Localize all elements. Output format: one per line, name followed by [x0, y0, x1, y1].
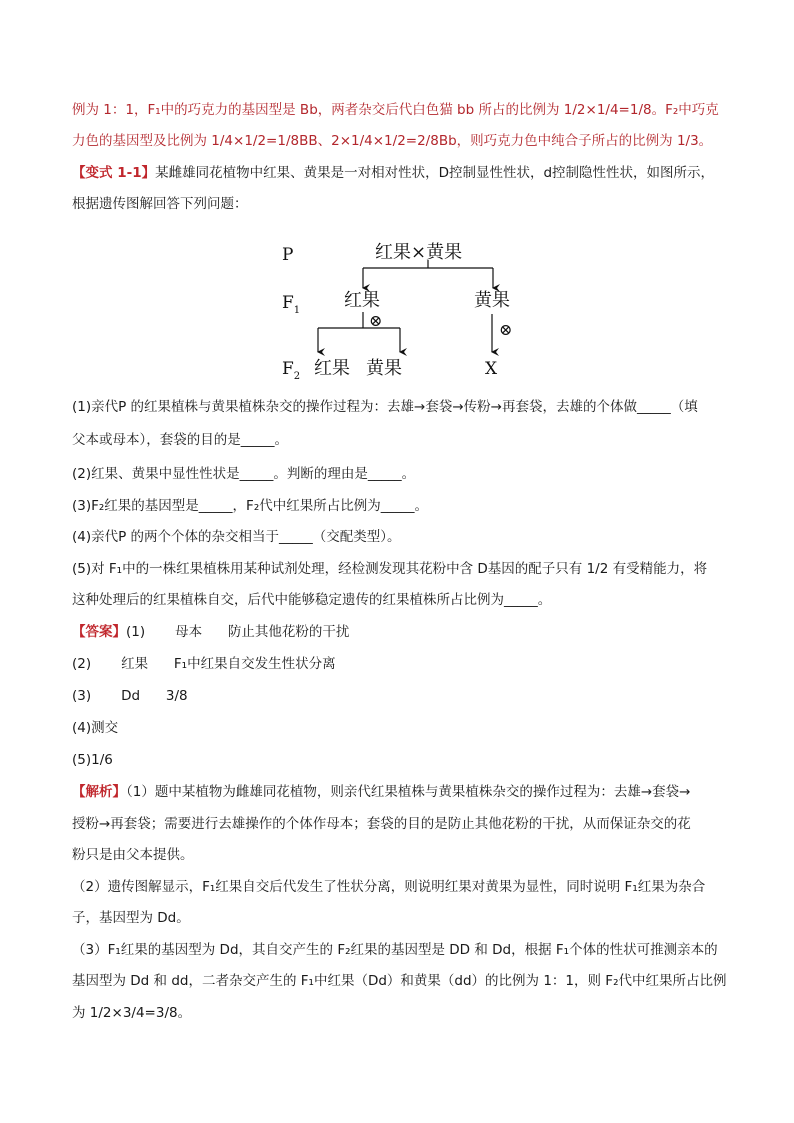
genetic-cross-diagram — [270, 232, 530, 382]
self-symbol-left: ⊗ — [369, 311, 383, 330]
variant-line-1 — [72, 163, 714, 183]
analysis-line-1 — [72, 782, 690, 802]
answer-line-1 — [72, 622, 349, 642]
q1-line-2: 父本或母本），套袋的目的是_____。 — [72, 432, 288, 448]
f1-red: 红果 — [344, 290, 380, 311]
x-label: X — [485, 359, 498, 379]
analysis-p3-line-2: 基因型为 Dd 和 dd，二者杂交产生的 F₁中红果（Dd）和黄果（dd）的比例为 1：1，则 F₂代中红果所占比例 — [72, 973, 727, 989]
answer-tag: 【答案】 — [72, 624, 126, 640]
answer-1: (1) 母本 防止其他花粉的干扰 — [126, 624, 350, 640]
variant-text: 某雌雄同花植物中红果、黄果是一对相对性状，D控制显性性状，d控制隐性性状，如图所示， — [155, 165, 715, 181]
intro-line-1: 例为 1：1，F₁中的巧克力的基因型是 Bb，两者杂交后代白色猫 bb 所占的比例为 1/2×1/4=1/8。F₂中巧克 — [72, 102, 719, 118]
q5-line-1: (5)对 F₁中的一株红果植株用某种试剂处理，经检测发现其花粉中含 D基因的配子只有 1/2 有受精能力，将 — [72, 561, 708, 577]
self-symbol-right: ⊗ — [499, 320, 513, 339]
analysis-p3-line-1: （3）F₁红果的基因型为 Dd，其自交产生的 F₂红果的基因型是 DD 和 Dd，根据 F₁个体的性状可推测亲本的 — [72, 942, 718, 958]
f1-label: $F_1$ — [282, 293, 301, 316]
q2: (2)红果、黄果中显性性状是_____。判断的理由是_____。 — [72, 466, 416, 482]
f1-yellow: 黄果 — [474, 290, 510, 311]
analysis-p2-line-1: （2）遗传图解显示，F₁红果自交后代发生了性状分离，则说明红果对黄果为显性，同时说明 F₁红果为杂合 — [72, 879, 706, 895]
analysis-p1-line-2: 授粉→再套袋；需要进行去雄操作的个体作母本；套袋的目的是防止其他花粉的干扰，从而保证杂交的花 — [72, 816, 691, 832]
f2-yellow: 黄果 — [366, 358, 402, 379]
analysis-p2-line-2: 子，基因型为 Dd。 — [72, 910, 190, 926]
f2-label: $F_2$ — [282, 359, 301, 382]
q5-line-2: 这种处理后的红果植株自交，后代中能够稳定遗传的红果植株所占比例为_____。 — [72, 592, 552, 608]
intro-line-2: 力色的基因型及比例为 1/4×1/2=1/8BB、2×1/4×1/2=2/8Bb，则巧克力色中纯合子所占的比例为 1/3。 — [72, 133, 713, 149]
analysis-p1-text: （1）题中某植物为雌雄同花植物，则亲代红果植株与黄果植株杂交的操作过程为：去雄→套袋→ — [126, 784, 691, 800]
q1-line-1: (1)亲代P 的红果植株与黄果植株杂交的操作过程为：去雄→套袋→传粉→再套袋，去雄的个体做_____（填 — [72, 399, 698, 415]
f2-red: 红果 — [314, 358, 350, 379]
q4: (4)亲代P 的两个个体的杂交相当于_____（交配类型）。 — [72, 529, 401, 545]
analysis-p1-line-3: 粉只是由父本提供。 — [72, 847, 194, 863]
variant-line-2: 根据遗传图解回答下列问题： — [72, 196, 248, 212]
answer-5: (5)1/6 — [72, 752, 113, 768]
p-label: P — [282, 245, 294, 265]
answer-3: (3) Dd 3/8 — [72, 688, 188, 704]
parent-cross: 红果×黄果 — [375, 242, 463, 263]
answer-2: (2) 红果 F₁中红果自交发生性状分离 — [72, 656, 336, 672]
analysis-p3-line-3: 为 1/2×3/4=3/8。 — [72, 1005, 192, 1021]
variant-tag: 【变式 1-1】 — [72, 165, 156, 181]
q3: (3)F₂红果的基因型是_____，F₂代中红果所占比例为_____。 — [72, 498, 428, 514]
answer-4: (4)测交 — [72, 720, 119, 736]
analysis-tag: 【解析】 — [72, 784, 126, 800]
